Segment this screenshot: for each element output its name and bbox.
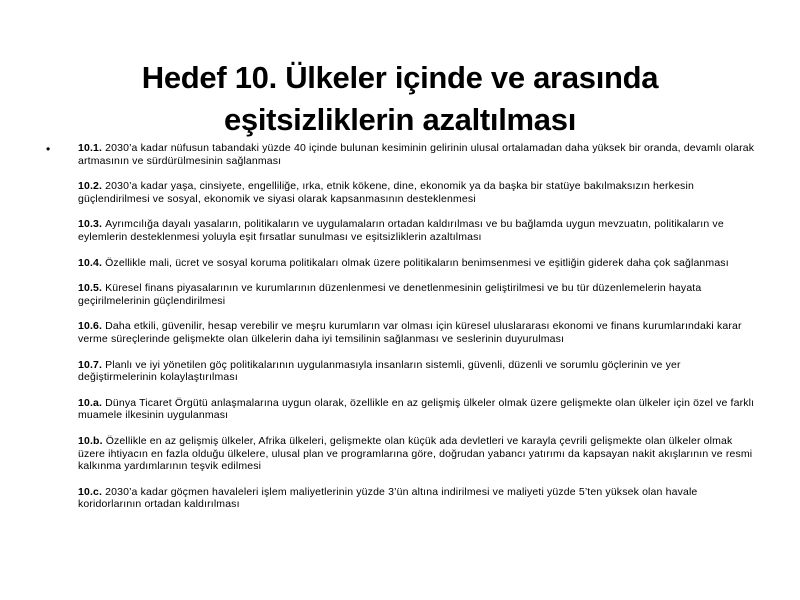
target-code: 10.a. xyxy=(78,396,103,409)
target-code: 10.7. xyxy=(78,358,103,371)
bullet-icon: • xyxy=(46,142,51,156)
target-text: Özellikle en az gelişmiş ülkeler, Afrika ülkeleri, gelişmekte olan küçük ada devletleri ve karayla çevrili gelişmekte olan ülkeler olmak üzere ihtiyacın en fazla olduğu ülkelere, ulusal plan ve programlarına göre, doğrudan yabancı yatırımı da kapsayan nakit akışlarının ve resmi kalkınma yardımlarının teşvik edilmesi xyxy=(78,434,753,473)
target-text: Dünya Ticaret Örgütü anlaşmalarına uygun olarak, özellikle en az gelişmiş ülkeler olmak üzere gelişmekte olan ülkeler için özel ve farklı muamele ilkesinin uygulanması xyxy=(78,396,755,422)
target-code: 10.6. xyxy=(78,320,103,333)
target-text: Özellikle mali, ücret ve sosyal koruma politikaları olmak üzere politikaların benimsenmesi ve eşitliğin giderek daha çok sağlanması xyxy=(105,256,729,269)
slide-title xyxy=(40,57,760,141)
target-text: 2030’a kadar göçmen havaleleri işlem maliyetlerinin yüzde 3’ün altına indirilmesi ve maliyeti yüzde 5’ten yüksek olan havale koridorlarının ortadan kaldırılması xyxy=(78,485,698,511)
target-text: Küresel finans piyasalarının ve kurumlarının düzenlenmesi ve denetlenmesinin geliştirilmesi ve bu tür düzenlemelerin hayata geçirilmelerinin güçlendirilmesi xyxy=(78,282,702,307)
slide-content xyxy=(46,142,758,524)
target-code: 10.5. xyxy=(78,282,103,295)
target-code: 10.1. xyxy=(78,142,103,154)
target-item xyxy=(78,257,756,270)
target-item xyxy=(78,180,756,205)
target-item xyxy=(78,486,756,511)
target-text: Daha etkili, güvenilir, hesap verebilir ve meşru kurumların var olması için küresel uluslararası ekonomi ve finans kurumlarındaki karar verme süreçlerinde gelişmekte olan ülkelerin daha iyi temsilinin sağlanması ve seslerinin duyurulması xyxy=(78,320,742,345)
target-text: Ayrımcılığa dayalı yasaların, politikaların ve uygulamaların ortadan kaldırılması ve bu bağlamda uygun mevzuatın, politikaların ve eylemlerin desteklenmesi yoluyla eşit fırsatlar sunulması ve eşitsizliklerin azaltılması xyxy=(78,218,724,243)
target-item xyxy=(78,282,756,307)
target-code: 10.2. xyxy=(78,180,103,193)
target-text: 2030’a kadar yaşa, cinsiyete, engelliliğe, ırka, etnik kökene, dine, ekonomik ya da başka bir statüye bakılmaksızın herkesin güçlendirilmesi ve sosyal, ekonomik ve siyasi olarak kapsanmasının desteklenmesi xyxy=(78,180,694,205)
target-text: 2030’a kadar nüfusun tabandaki yüzde 40 içinde bulunan kesiminin gelirinin ulusal ortalamadan daha yüksek bir oranda, devamlı olarak artmasının ve sürdürülmesinin sağlanması xyxy=(78,142,755,167)
slide-title-line-1: Hedef 10. Ülkeler içinde ve arasında xyxy=(141,59,659,95)
target-item xyxy=(78,397,756,422)
target-list xyxy=(78,142,756,511)
target-text: Planlı ve iyi yönetilen göç politikalarının uygulanmasıyla insanların sistemli, güvenli, düzenli ve sorumlu göçlerinin ve yer değiştirmelerinin kolaylaştırılması xyxy=(78,358,681,384)
target-item xyxy=(78,435,756,473)
target-item xyxy=(78,320,756,345)
target-code: 10.4. xyxy=(78,256,103,269)
target-code: 10.c. xyxy=(78,485,103,498)
target-item xyxy=(78,359,756,384)
slide-title-line-2: eşitsizliklerin azaltılması xyxy=(223,101,577,137)
target-code: 10.b. xyxy=(78,434,103,447)
target-code: 10.3. xyxy=(78,218,103,231)
target-item xyxy=(78,218,756,243)
target-item xyxy=(78,142,756,167)
